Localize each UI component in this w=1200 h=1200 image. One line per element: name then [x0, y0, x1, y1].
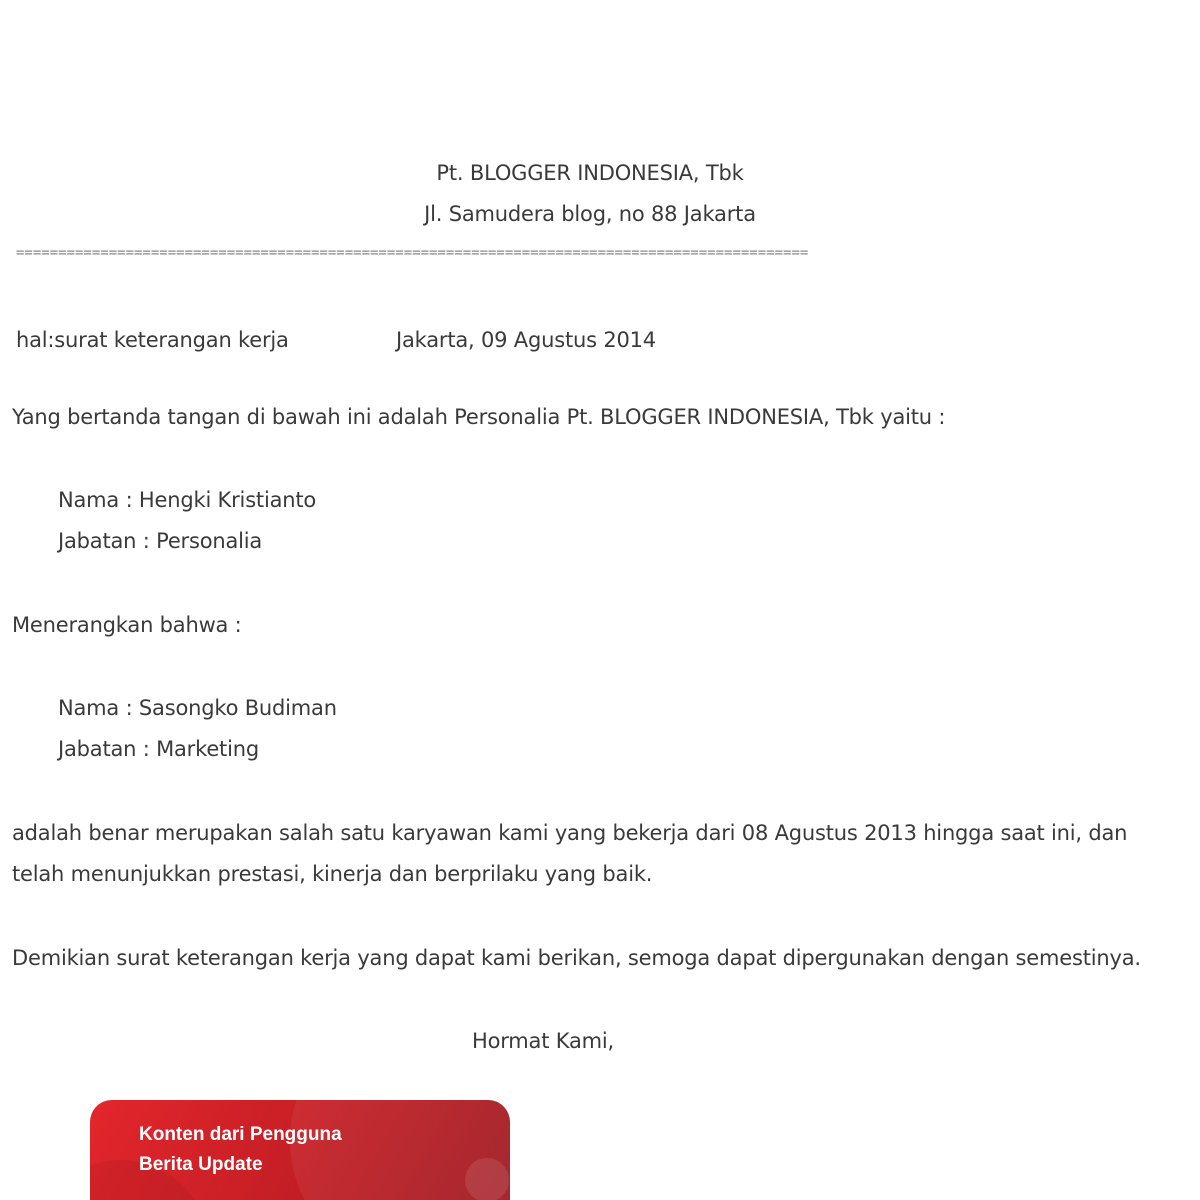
banner-decoration — [465, 1158, 509, 1200]
employee-position: Jabatan : Marketing — [58, 737, 259, 761]
declares-heading: Menerangkan bahwa : — [12, 613, 242, 637]
letter-intro: Yang bertanda tangan di bawah ini adalah Personalia Pt. BLOGGER INDONESIA, Tbk yaitu : — [12, 405, 946, 429]
regards: Hormat Kami, — [472, 1029, 614, 1053]
signer-name: Nama : Hengki Kristianto — [58, 488, 317, 512]
letter-subject: hal:surat keterangan kerja — [16, 328, 289, 352]
banner-category: Berita Update — [139, 1154, 263, 1175]
body-line-2: telah menunjukkan prestasi, kinerja dan berprilaku yang baik. — [12, 862, 653, 886]
signer-position: Jabatan : Personalia — [58, 529, 263, 553]
employee-name: Nama : Sasongko Budiman — [58, 696, 337, 720]
letter-place-date: Jakarta, 09 Agustus 2014 — [396, 328, 656, 352]
company-address: Jl. Samudera blog, no 88 Jakarta — [424, 202, 756, 226]
user-content-banner[interactable] — [90, 1100, 510, 1200]
body-line-1: adalah benar merupakan salah satu karyawan kami yang bekerja dari 08 Agustus 2013 hingga saat ini, dan — [12, 821, 1128, 845]
banner-label: Konten dari Pengguna — [139, 1124, 342, 1145]
closing-statement: Demikian surat keterangan kerja yang dapat kami berikan, semoga dapat dipergunakan dengan semestinya. — [12, 946, 1141, 970]
company-name: Pt. BLOGGER INDONESIA, Tbk — [436, 161, 744, 185]
header-divider: ============================================================================================== — [16, 245, 809, 261]
